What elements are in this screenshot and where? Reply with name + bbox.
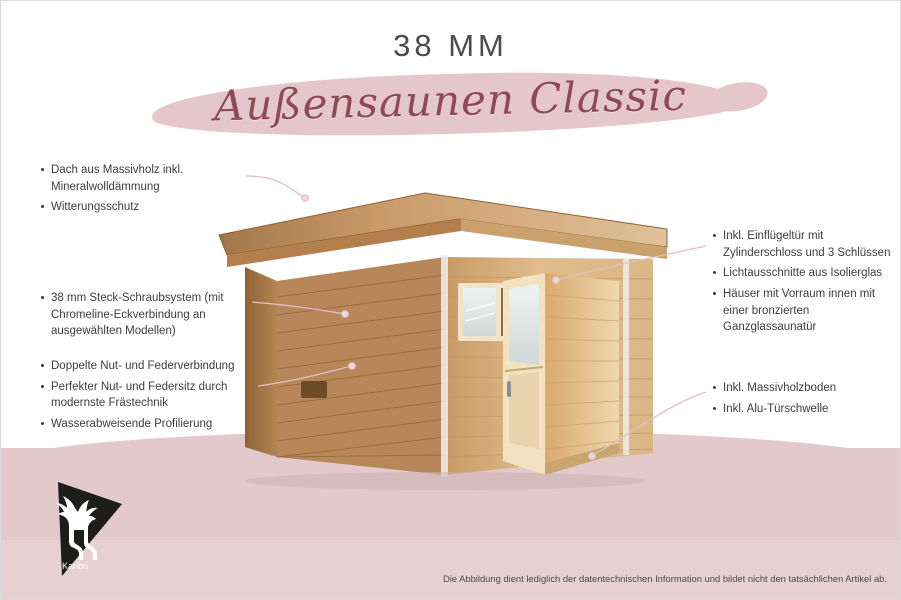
callout-top-right xyxy=(712,228,892,340)
page-title: Außensaunen Classic xyxy=(213,70,688,131)
callout-low-left xyxy=(40,358,255,437)
list-item: Häuser mit Vorraum innen mit einer bronzierten Ganzglassaunatür xyxy=(712,286,892,336)
list-item: Inkl. Einflügeltür mit Zylinderschloss und 3 Schlüssen xyxy=(712,228,892,261)
list-item: Witterungsschutz xyxy=(40,199,240,216)
callout-top-right-list xyxy=(712,228,892,336)
list-item: Dach aus Massivholz inkl. Mineralwolldämmung xyxy=(40,162,240,195)
callout-top-left xyxy=(40,162,240,220)
footer-disclaimer: Die Abbildung dient lediglich der datentechnischen Information und bildet nicht den tatsächlichen Artikel ab. xyxy=(442,573,887,584)
page-eyebrow: 38 MM xyxy=(393,28,508,63)
side-vent xyxy=(301,381,327,398)
callout-low-right xyxy=(712,380,892,421)
window-pane-left xyxy=(463,288,496,336)
list-item: Perfekter Nut- und Federsitz durch modernste Frästechnik xyxy=(40,379,255,412)
logo-wordmark: Karibu xyxy=(62,561,89,571)
list-item: Inkl. Massivholzboden xyxy=(712,380,892,397)
sauna-cabin-illustration xyxy=(215,185,670,490)
callout-top-left-list xyxy=(40,162,240,216)
list-item: Wasserabweisende Profilierung xyxy=(40,416,255,433)
list-item: 38 mm Steck-Schraubsystem (mit Chromeline-Eckverbindung an ausgewählten Modellen) xyxy=(40,290,250,340)
karibu-logo-svg xyxy=(28,480,124,578)
karibu-logo xyxy=(28,480,124,578)
callout-mid-left xyxy=(40,290,250,344)
callout-low-right-list xyxy=(712,380,892,417)
callout-mid-left-list xyxy=(40,290,250,340)
door-handle xyxy=(507,381,511,397)
door-glass-upper xyxy=(509,284,539,365)
sauna-svg xyxy=(215,185,670,490)
background-ground-lighter xyxy=(0,540,901,600)
corner-post-right xyxy=(623,259,629,455)
cabin-shadow xyxy=(245,472,645,490)
list-item: Doppelte Nut- und Federverbindung xyxy=(40,358,255,375)
callout-low-left-list xyxy=(40,358,255,433)
list-item: Lichtausschnitte aus Isolierglas xyxy=(712,265,892,282)
door-glass-lower xyxy=(509,372,539,449)
list-item: Inkl. Alu-Türschwelle xyxy=(712,401,892,418)
corner-post-left xyxy=(441,255,448,477)
